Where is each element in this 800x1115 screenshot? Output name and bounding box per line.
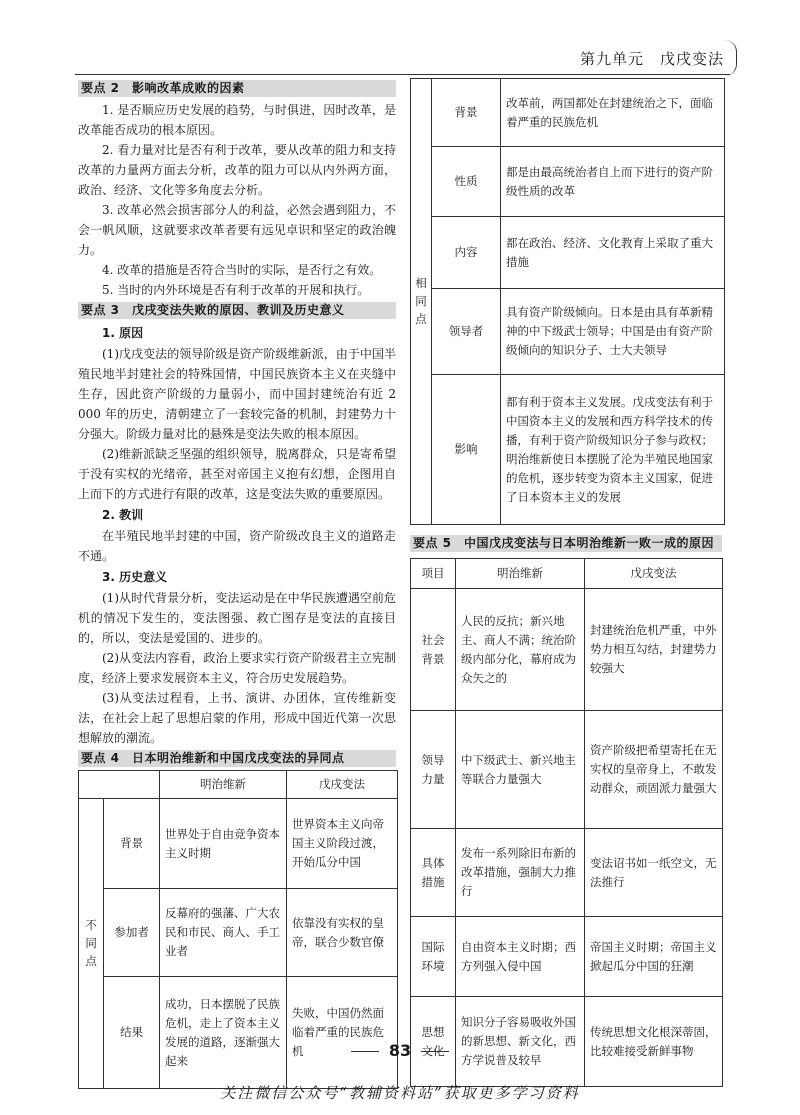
paragraph: (2)从变法内容看，政治上要求实行资产阶级君主立宪制度，经济上要求发展资本主义，符合历史发展趋势。 [78,651,396,685]
table-header-row [411,559,723,589]
paragraph: (3)从变法过程看，上书、演讲、办团体，宣传维新变法，在社会上起了思想启蒙的作用，形成中国近代第一次思想解放的潮流。 [78,691,396,745]
table-row [79,799,398,889]
table-cell: 知识分子容易吸收外国的新思想、新文化，西方学说普及较早 [456,997,585,1087]
row-label: 结果 [104,977,160,1089]
table-cell: 依靠没有实权的皇帝，联合少数官僚 [287,889,398,977]
table-cell: 传统思想文化根深蒂固，比较难接受新鲜事物 [585,997,723,1087]
section-title-5: 要点 5 中国戊戌变法与日本明治维新一败一成的原因 [410,535,722,552]
table-cell: 世界资本主义向帝国主义阶段过渡，开始瓜分中国 [287,799,398,889]
table-corner-cell [79,771,160,799]
row-label: 领导者 [432,289,501,375]
table-cell: 反幕府的强藩、广大农民和市民、商人、手工业者 [160,889,287,977]
section-title-3: 要点 3 戊戌变法失败的原因、教训及历史意义 [78,302,396,319]
table-row [411,217,725,289]
table-header: 明治维新 [456,559,585,589]
table-header: 明治维新 [160,771,287,799]
row-label: 内容 [432,217,501,289]
paragraph: (2)维新派缺乏坚强的组织领导，脱离群众，只是寄希望于没有实权的光绪帝，甚至对帝国主义抱有幻想，企图用自上而下的方式进行有限的改革，这是变法失败的重要原因。 [78,447,396,501]
group-label: 相同点 [411,79,432,525]
right-column [410,78,722,1087]
row-label: 国际环境 [411,917,456,997]
header-curve-ornament [722,40,737,76]
table-cell: 都是由最高统治者自上而下进行的资产阶级性质的改革 [501,147,725,217]
table-cell: 都有利于资本主义发展。戊戌变法有利于中国资本主义的发展和西方科学技术的传播，有利于资产阶级知识分子参与政权；明治维新使日本摆脱了沦为半殖民地国家的危机，逐步转变为资本主义国家，促进了日本资本主义的发展 [501,375,725,525]
paragraph: 3. 改革必然会损害部分人的利益，必然会遇到阻力，不会一帆风顺，这就要求改革者要有远见卓识和坚定的政治魄力。 [78,203,396,257]
group-label: 不同点 [79,799,104,1089]
comparison-table-reasons [410,558,723,1087]
paragraph: 1. 是否顺应历史发展的趋势，与时俱进，因时改革，是改革能否成功的根本原因。 [78,103,396,137]
paragraph: (1)从时代背景分析，变法运动是在中华民族遭遇空前危机的情况下发生的，变法图强、救亡图存是变法的直接目的，所以，变法是爱国的、进步的。 [78,591,396,645]
table-cell: 改革前，两国都处在封建统治之下，面临着严重的民族危机 [501,79,725,147]
table-header: 戊戌变法 [585,559,723,589]
table-cell: 世界处于自由竞争资本主义时期 [160,799,287,889]
paragraph: 5. 当时的内外环境是否有利于改革的开展和执行。 [102,283,370,297]
row-label: 具体措施 [411,829,456,917]
page-number-dash [421,1051,449,1052]
table-header: 戊戌变法 [287,771,398,799]
subheading: 3. 历史意义 [102,570,168,584]
table-row [411,79,725,147]
table-cell: 失败，中国仍然面临着严重的民族危机 [287,977,398,1089]
table-cell: 都在政治、经济、文化教育上采取了重大措施 [501,217,725,289]
row-label: 思想文化 [411,997,456,1087]
footer-note: 关注微信公众号“教辅资料站”获取更多学习资料 [220,1084,580,1102]
table-cell: 封建统治危机严重，中外势力相互勾结，封建势力较强大 [585,589,723,711]
table-cell: 人民的反抗；新兴地主、商人不满；统治阶级内部分化，幕府成为众矢之的 [456,589,585,711]
subheading: 1. 原因 [102,326,144,340]
row-label: 影响 [432,375,501,525]
paragraph: 在半殖民地半封建的中国，资产阶级改良主义的道路走不通。 [78,529,396,563]
page-number: 83 [0,1041,800,1060]
table-row [79,977,398,1089]
paragraph: 2. 看力量对比是否有利于改革，要从改革的阻力和支持改革的力量两方面去分析，改革的阻力可以从内外两方面，政治、经济、文化等多角度去分析。 [78,143,396,197]
table-cell: 资产阶级把希望寄托在无实权的皇帝身上，不敢发动群众，顽固派力量强大 [585,711,723,829]
row-label: 性质 [432,147,501,217]
table-row [411,147,725,217]
paragraph: (1)戊戌变法的领导阶级是资产阶级维新派，由于中国半殖民地半封建社会的特殊国情，中国民族资本主义在夹缝中生存，因此资产阶级的力量弱小，而中国封建统治有近 2 000 年的历史，清朝建立了一套较完备的机制，封建势力十分强大。阶级力量对比的悬殊是变法失败的根本原因。 [78,347,396,441]
table-cell: 帝国主义时期；帝国主义掀起瓜分中国的狂潮 [585,917,723,997]
row-label: 背景 [104,799,160,889]
header-rule [75,74,730,75]
table-cell: 具有资产阶级倾向。日本是由具有革新精神的中下级武士领导；中国是由有资产阶级倾向的知识分子、士大夫领导 [501,289,725,375]
table-cell: 发布一系列除旧布新的改革措施，强制大力推行 [456,829,585,917]
page-number-dash [351,1051,379,1052]
table-row [411,589,723,711]
table-cell: 中下级武士、新兴地主等联合力量强大 [456,711,585,829]
table-row [411,917,723,997]
section-title-2: 要点 2 影响改革成败的因素 [78,80,396,97]
table-row [411,829,723,917]
section-title-4: 要点 4 日本明治维新和中国戊戌变法的异同点 [78,750,396,767]
row-label: 参加者 [104,889,160,977]
subheading: 2. 教训 [102,508,144,522]
row-label: 社会背景 [411,589,456,711]
table-cell: 自由资本主义时期；西方列强入侵中国 [456,917,585,997]
paragraph: 4. 改革的措施是否符合当时的实际，是否行之有效。 [102,263,382,277]
table-row [411,289,725,375]
comparison-table-similarities [410,78,725,525]
table-row [411,711,723,829]
left-column [78,78,396,1089]
running-header: 第九单元 戊戌变法 [580,50,725,68]
table-cell: 变法诏书如一纸空文，无法推行 [585,829,723,917]
table-cell: 成功，日本摆脱了民族危机，走上了资本主义发展的道路，逐渐强大起来 [160,977,287,1089]
table-row [411,375,725,525]
table-header: 项目 [411,559,456,589]
row-label: 背景 [432,79,501,147]
table-row [79,889,398,977]
row-label: 领导力量 [411,711,456,829]
